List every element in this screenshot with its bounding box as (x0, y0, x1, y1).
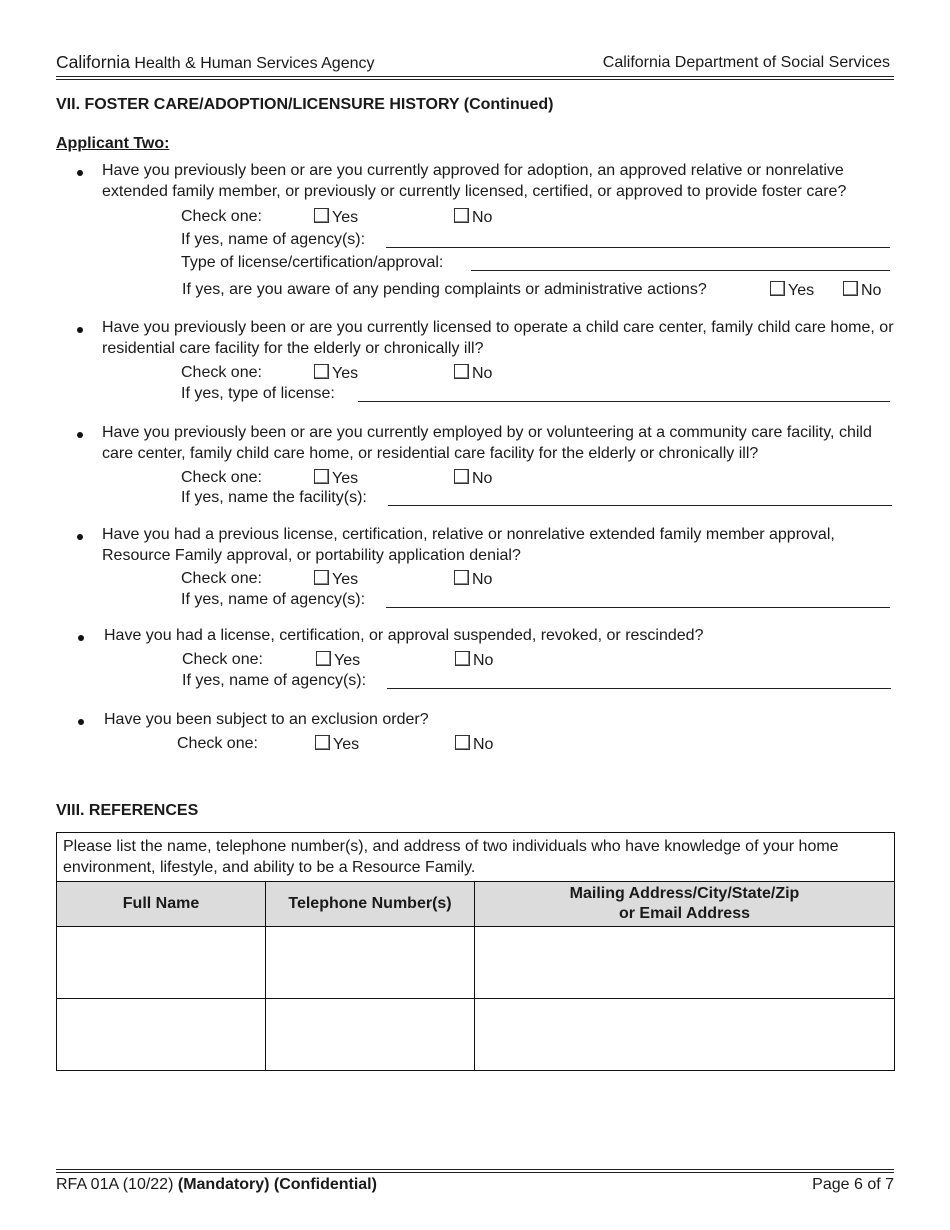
page-number: Page 6 of 7 (812, 1176, 894, 1193)
q2-yes-label: Yes (332, 365, 359, 382)
section-7-title: VII. FOSTER CARE/ADOPTION/LICENSURE HISTORY (Continued) (56, 96, 554, 113)
references-header-row (57, 882, 895, 927)
q2-no-option[interactable] (454, 364, 492, 383)
q1-check-one: Check one: (181, 208, 262, 225)
references-intro-row (57, 833, 895, 882)
bullet-icon (78, 719, 84, 725)
q5-no-label: No (473, 652, 494, 669)
q2-yes-option[interactable] (314, 364, 358, 383)
q4-agency-label: If yes, name of agency(s): (181, 591, 366, 608)
q3-no-option[interactable] (454, 469, 492, 488)
q4-yes-option[interactable] (314, 570, 358, 589)
q1-yes-option[interactable] (314, 208, 358, 227)
references-intro: Please list the name, telephone number(s), and address of two individuals who have knowledge of your home environment, lifestyle, and ability to be a Resource Family. (57, 833, 895, 882)
question-1: Have you previously been or are you currently approved for adoption, an approved relative or nonrelative extended family member, or previously or currently licensed, certified, or approved to provide foster care? (102, 162, 847, 200)
form-flags: (Mandatory) (Confidential) (177, 1176, 377, 1193)
q3-yes-option[interactable] (314, 469, 358, 488)
q5-check-one: Check one: (182, 651, 263, 668)
bullet-icon (77, 432, 83, 438)
references-table (56, 832, 895, 1071)
q1-type-field[interactable] (471, 270, 890, 271)
q2-type-field[interactable] (358, 401, 890, 402)
agency-lead: California (56, 52, 130, 72)
q4-check-one: Check one: (181, 570, 262, 587)
q1-type-label: Type of license/certification/approval: (181, 254, 444, 271)
col-header-full-name: Full Name (57, 882, 266, 927)
q1-no-checkbox[interactable] (454, 208, 469, 223)
agency-rest: Health & Human Services Agency (129, 55, 375, 72)
q1-pending-yes-option[interactable] (770, 281, 814, 300)
q6-no-checkbox[interactable] (455, 735, 470, 750)
department-name: California Department of Social Services (602, 54, 890, 71)
reference-1-address-cell[interactable] (475, 927, 895, 999)
q5-agency-label: If yes, name of agency(s): (182, 672, 367, 689)
q4-no-label: No (472, 571, 493, 588)
q3-yes-checkbox[interactable] (314, 469, 329, 484)
q6-no-label: No (473, 736, 494, 753)
q2-no-label: No (472, 365, 493, 382)
q1-pending-no-label: No (861, 282, 882, 299)
q5-no-option[interactable] (455, 651, 493, 670)
q6-yes-option[interactable] (315, 735, 359, 754)
q1-pending-no-checkbox[interactable] (843, 281, 858, 296)
col-header-address-line2: or Email Address (618, 905, 750, 922)
bullet-icon (77, 327, 83, 333)
q6-check-one: Check one: (177, 735, 258, 752)
q3-check-one: Check one: (181, 469, 262, 486)
form-id (56, 1176, 377, 1194)
q6-no-option[interactable] (455, 735, 493, 754)
reference-1-name-cell[interactable] (57, 927, 266, 999)
q3-yes-label: Yes (332, 470, 359, 487)
col-header-address-line1: Mailing Address/City/State/Zip (569, 885, 800, 902)
section-8-title: VIII. REFERENCES (56, 802, 199, 819)
q6-yes-checkbox[interactable] (315, 735, 330, 750)
header-rule-1 (56, 76, 894, 77)
footer-rule-1 (56, 1169, 894, 1170)
question-4: Have you had a previous license, certification, relative or nonrelative extended family member approval, Resource Family approval, or portability application denial? (102, 526, 835, 564)
question-5: Have you had a license, certification, or approval suspended, revoked, or rescinded? (104, 627, 704, 644)
q5-no-checkbox[interactable] (455, 651, 470, 666)
bullet-icon (77, 170, 83, 176)
q2-yes-checkbox[interactable] (314, 364, 329, 379)
q1-no-option[interactable] (454, 208, 492, 227)
q1-pending-yes-label: Yes (788, 282, 815, 299)
q2-check-one: Check one: (181, 364, 262, 381)
applicant-two-label: Applicant Two: (56, 135, 170, 152)
q3-no-checkbox[interactable] (454, 469, 469, 484)
reference-2-address-cell[interactable] (475, 999, 895, 1071)
q4-agency-field[interactable] (386, 607, 890, 608)
q1-agency-label: If yes, name of agency(s): (181, 231, 366, 248)
q1-pending-yes-checkbox[interactable] (770, 281, 785, 296)
col-header-address (475, 882, 895, 927)
q4-no-checkbox[interactable] (454, 570, 469, 585)
question-2: Have you previously been or are you currently licensed to operate a child care center, family child care home, or residential care facility for the elderly or chronically ill? (102, 319, 894, 357)
table-row (57, 999, 895, 1071)
q1-no-label: No (472, 209, 493, 226)
reference-2-name-cell[interactable] (57, 999, 266, 1071)
form-id-code: RFA 01A (10/22) (56, 1176, 178, 1193)
reference-2-phone-cell[interactable] (266, 999, 475, 1071)
q3-no-label: No (472, 470, 493, 487)
q3-facility-label: If yes, name the facility(s): (181, 489, 367, 506)
table-row (57, 927, 895, 999)
q1-pending-label: If yes, are you aware of any pending complaints or administrative actions? (182, 281, 707, 298)
q4-no-option[interactable] (454, 570, 492, 589)
q5-yes-label: Yes (334, 652, 361, 669)
bullet-icon (78, 635, 84, 641)
bullet-icon (77, 534, 83, 540)
question-6: Have you been subject to an exclusion order? (104, 711, 429, 728)
question-3: Have you previously been or are you currently employed by or volunteering at a community care facility, child care center, family child care home, or residential care facility for the elderly or chronically ill? (102, 424, 872, 462)
q4-yes-checkbox[interactable] (314, 570, 329, 585)
q2-no-checkbox[interactable] (454, 364, 469, 379)
q5-yes-checkbox[interactable] (316, 651, 331, 666)
q2-type-label: If yes, type of license: (181, 385, 335, 402)
q5-agency-field[interactable] (387, 688, 891, 689)
header-rule-2 (56, 79, 894, 80)
q4-yes-label: Yes (332, 571, 359, 588)
q1-yes-checkbox[interactable] (314, 208, 329, 223)
q1-agency-field[interactable] (386, 247, 890, 248)
q5-yes-option[interactable] (316, 651, 360, 670)
q6-yes-label: Yes (333, 736, 360, 753)
agency-name (56, 52, 375, 73)
q1-yes-label: Yes (332, 209, 359, 226)
q3-facility-field[interactable] (388, 505, 892, 506)
col-header-telephone: Telephone Number(s) (266, 882, 475, 927)
reference-1-phone-cell[interactable] (266, 927, 475, 999)
footer-rule-2 (56, 1172, 894, 1173)
q1-pending-no-option[interactable] (843, 281, 881, 300)
